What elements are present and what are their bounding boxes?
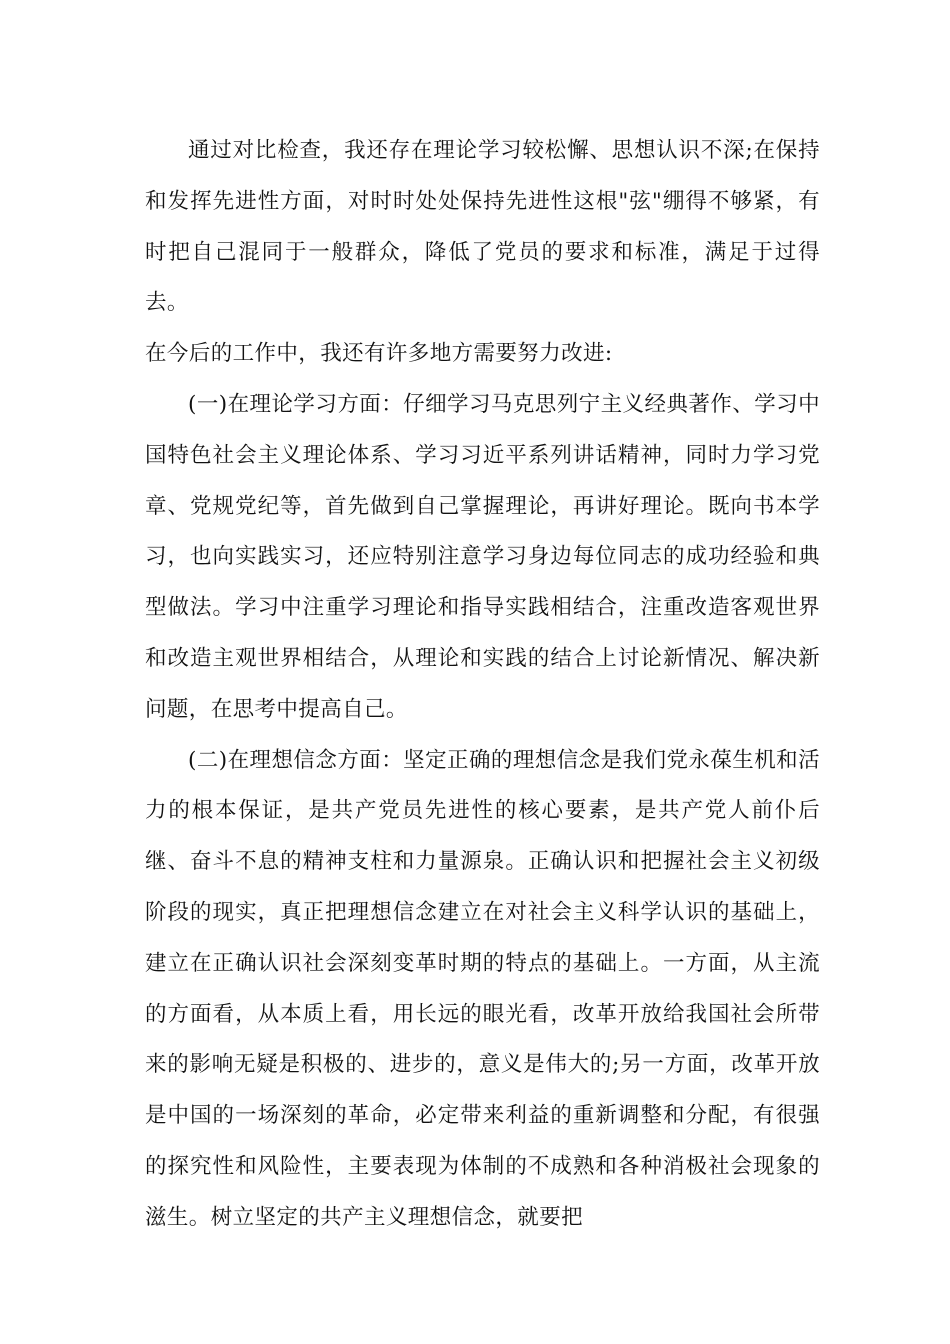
paragraph-theory-study: (一)在理论学习方面：仔细学习马克思列宁主义经典著作、学习中国特色社会主义理论体系、学习习近平系列讲话精神，同时力学习党章、党规党纪等，首先做到自己掌握理论，再讲好理论。既向书本学习，也向实践实习，还应特别注意学习身边每位同志的成功经验和典型做法。学习中注重学习理论和指导实践相结合，注重改造客观世界和改造主观世界相结合，从理论和实践的结合上讨论新情况、解决新问题，在思考中提高自己。 [145, 391, 820, 722]
paragraph-self-review: 通过对比检查，我还存在理论学习较松懈、思想认识不深;在保持和发挥先进性方面，对时时处处保持先进性这根"弦"绷得不够紧，有时把自己混同于一般群众，降低了党员的要求和标准，满足于过得去。 [145, 138, 820, 316]
paragraph-ideals-beliefs: (二)在理想信念方面：坚定正确的理想信念是我们党永葆生机和活力的根本保证，是共产党员先进性的核心要素，是共产党人前仆后继、奋斗不息的精神支柱和力量源泉。正确认识和把握社会主义初级阶段的现实，真正把理想信念建立在对社会主义科学认识的基础上，建立在正确认识社会深刻变革时期的特点的基础上。一方面，从主流的方面看，从本质上看，用长远的眼光看，改革开放给我国社会所带来的影响无疑是积极的、进步的，意义是伟大的;另一方面，改革开放是中国的一场深刻的革命，必定带来利益的重新调整和分配，有很强的探究性和风险性，主要表现为体制的不成熟和各种消极社会现象的滋生。树立坚定的共产主义理想信念，就要把 [145, 747, 820, 1230]
document-body [145, 126, 820, 1244]
paragraph-improvement-intro: 在今后的工作中，我还有许多地方需要努力改进: [145, 341, 613, 367]
